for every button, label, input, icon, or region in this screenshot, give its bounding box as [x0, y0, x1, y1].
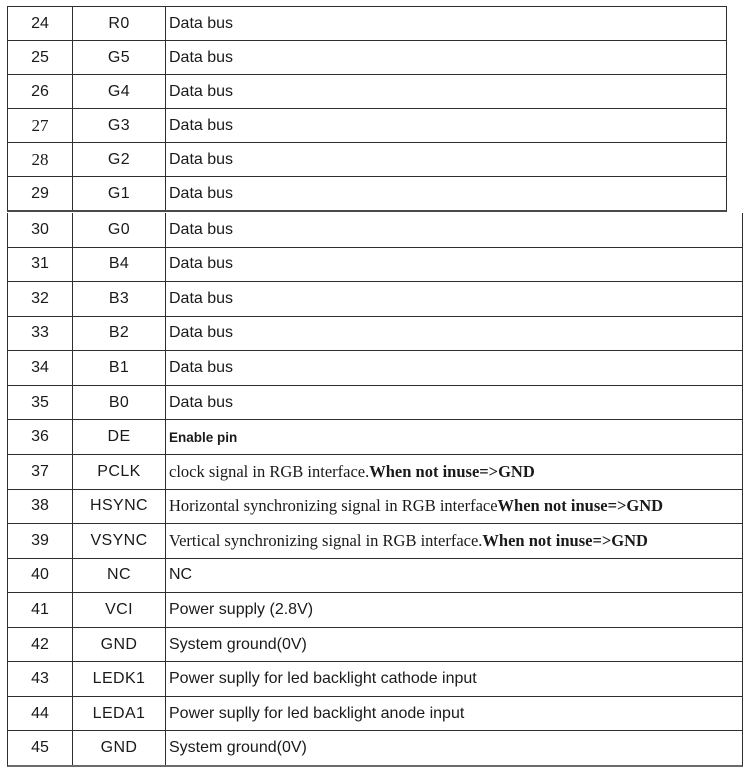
table-row: [8, 490, 742, 525]
table-row: [8, 662, 742, 697]
pin-symbol-cell: NC: [73, 559, 166, 593]
table-row: [8, 317, 742, 352]
pin-description-cell: [166, 420, 742, 454]
pin-number-cell: 33: [8, 317, 73, 351]
table-row: [8, 282, 742, 317]
pin-number-cell: 44: [8, 697, 73, 731]
pin-number-cell: 38: [8, 490, 73, 524]
pin-number-cell: 34: [8, 351, 73, 385]
pin-number-cell: 39: [8, 524, 73, 558]
pin-number-cell: 42: [8, 628, 73, 662]
pin-description-cell: [166, 41, 726, 74]
description-text: When not inuse=>GND: [497, 496, 664, 516]
pin-number-cell: 32: [8, 282, 73, 316]
description-text: Vertical synchronizing signal in RGB interface.: [169, 530, 483, 550]
table-row: [8, 524, 742, 559]
pin-number-cell: 37: [8, 455, 73, 489]
pin-symbol-cell: LEDA1: [73, 697, 166, 731]
table-row: [8, 248, 742, 283]
description-text: Data bus: [169, 14, 234, 32]
pin-number-cell: 35: [8, 386, 73, 420]
pin-symbol-cell: B1: [73, 351, 166, 385]
pin-description-cell: [166, 213, 742, 247]
pin-number-cell: 30: [8, 213, 73, 247]
pin-symbol-cell: R0: [73, 7, 166, 40]
pin-description-cell: [166, 593, 742, 627]
pin-symbol-cell: B3: [73, 282, 166, 316]
description-text: Data bus: [169, 150, 234, 168]
description-text: Data bus: [169, 393, 234, 411]
pin-symbol-cell: G1: [73, 177, 166, 210]
description-text: Data bus: [169, 116, 234, 134]
description-text: clock signal in RGB interface.: [169, 461, 370, 481]
table-row: [8, 351, 742, 386]
pin-description-cell: [166, 177, 726, 210]
pin-symbol-cell: B4: [73, 248, 166, 282]
pin-description-cell: [166, 386, 742, 420]
pin-number-cell: 27: [8, 109, 73, 142]
description-text: Data bus: [169, 324, 234, 342]
pin-description-cell: [166, 524, 742, 558]
pin-description-cell: [166, 143, 726, 176]
table-row: [8, 697, 742, 732]
pin-description-cell: [166, 731, 742, 765]
pin-symbol-cell: B2: [73, 317, 166, 351]
pin-symbol-cell: GND: [73, 628, 166, 662]
pin-number-cell: 29: [8, 177, 73, 210]
pin-description-cell: [166, 75, 726, 108]
pin-description-cell: [166, 109, 726, 142]
pin-description-cell: [166, 697, 742, 731]
pin-description-cell: [166, 662, 742, 696]
description-text: Horizontal synchronizing signal in RGB interface: [169, 496, 498, 516]
table-row: [8, 420, 742, 455]
table-row: [8, 7, 726, 41]
table-row: [8, 177, 726, 210]
description-text: Power suplly for led backlight cathode input: [169, 670, 477, 688]
description-text: Enable pin: [169, 429, 238, 445]
description-text: Data bus: [169, 220, 234, 238]
pin-number-cell: 26: [8, 75, 73, 108]
pin-number-cell: 24: [8, 7, 73, 40]
description-text: Data bus: [169, 48, 234, 66]
description-text: NC: [169, 566, 193, 584]
table-row: [8, 41, 726, 75]
pin-description-cell: [166, 455, 742, 489]
pin-description-cell: [166, 628, 742, 662]
table-row: [8, 213, 742, 248]
description-text: Data bus: [169, 255, 234, 273]
pin-symbol-cell: G4: [73, 75, 166, 108]
pin-symbol-cell: G0: [73, 213, 166, 247]
pin-description-cell: [166, 490, 742, 524]
pin-symbol-cell: VSYNC: [73, 524, 166, 558]
description-text: When not inuse=>GND: [482, 530, 648, 550]
table-row: [8, 559, 742, 594]
table-row: [8, 731, 742, 765]
pin-symbol-cell: DE: [73, 420, 166, 454]
description-text: Data bus: [169, 289, 234, 307]
pin-symbol-cell: G3: [73, 109, 166, 142]
pin-table-page-2: [7, 213, 743, 767]
pin-table-page-1: [7, 6, 727, 212]
table-row: [8, 628, 742, 663]
pin-symbol-cell: B0: [73, 386, 166, 420]
pin-description-cell: [166, 7, 726, 40]
table-row: [8, 386, 742, 421]
pin-description-cell: [166, 559, 742, 593]
description-text: Data bus: [169, 82, 234, 100]
description-text: Power supply (2.8V): [169, 600, 314, 618]
table-row: [8, 75, 726, 109]
table-row: [8, 143, 726, 177]
table-row: [8, 455, 742, 490]
table-row: [8, 593, 742, 628]
description-text: Power suplly for led backlight anode input: [169, 704, 465, 722]
description-text: When not inuse=>GND: [369, 461, 535, 481]
pin-symbol-cell: PCLK: [73, 455, 166, 489]
description-text: System ground(0V): [169, 739, 307, 757]
pin-symbol-cell: GND: [73, 731, 166, 765]
table-row: [8, 109, 726, 143]
pin-description-cell: [166, 248, 742, 282]
description-text: Data bus: [169, 184, 234, 202]
pin-symbol-cell: G2: [73, 143, 166, 176]
pin-symbol-cell: G5: [73, 41, 166, 74]
pin-number-cell: 43: [8, 662, 73, 696]
description-text: Data bus: [169, 359, 234, 377]
description-text: System ground(0V): [169, 635, 307, 653]
pin-number-cell: 25: [8, 41, 73, 74]
pin-symbol-cell: HSYNC: [73, 490, 166, 524]
pin-number-cell: 45: [8, 731, 73, 765]
pin-description-cell: [166, 351, 742, 385]
pin-description-cell: [166, 282, 742, 316]
pin-number-cell: 36: [8, 420, 73, 454]
pin-description-cell: [166, 317, 742, 351]
pin-number-cell: 40: [8, 559, 73, 593]
pin-symbol-cell: LEDK1: [73, 662, 166, 696]
pin-number-cell: 28: [8, 143, 73, 176]
pin-number-cell: 41: [8, 593, 73, 627]
pin-number-cell: 31: [8, 248, 73, 282]
pin-symbol-cell: VCI: [73, 593, 166, 627]
